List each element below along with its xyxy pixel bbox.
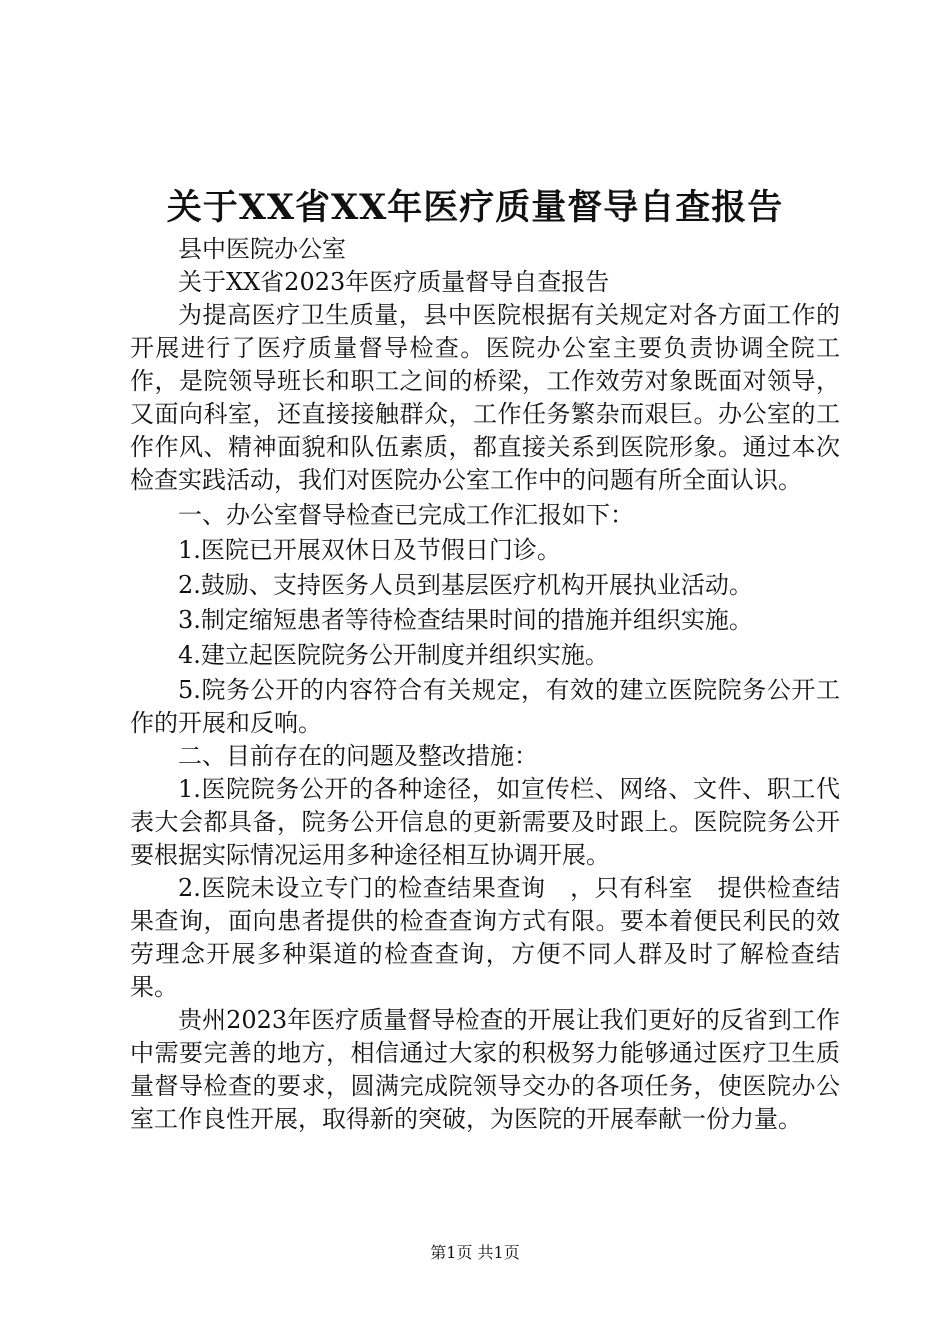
list-item-completed-4: 4.建立起医院院务公开制度并组织实施。 — [178, 641, 609, 669]
list-item-completed-1: 1.医院已开展双休日及节假日门诊。 — [178, 536, 561, 564]
paragraph-introduction: 为提高医疗卫生质量，县中医院根据有关规定对各方面工作的开展进行了医疗质量督导检查。医院办公室主要负责协调全院工作，是院领导班长和职工之间的桥梁，工作效劳对象既面对领导，又面向科室，还直接接触群众，工作任务繁杂而艰巨。办公室的工作作风、精神面貌和队伍素质，都直接关系到医院形象。通过本次检查实践活动，我们对医院办公室工作中的问题有所全面认识。 — [130, 301, 840, 494]
list-item-completed-5: 5.院务公开的内容符合有关规定，有效的建立医院院务公开工作的开展和反响。 — [130, 676, 840, 737]
list-item-completed-2: 2.鼓励、支持医务人员到基层医疗机构开展执业活动。 — [178, 571, 753, 599]
page-indicator: 第1页 共1页 — [430, 1243, 520, 1262]
document-title: 关于XX省XX年医疗质量督导自查报告 — [166, 187, 784, 228]
document-body — [130, 233, 840, 1136]
list-item-problem-1: 1.医院院务公开的各种途径，如宣传栏、网络、文件、职工代表大会都具备，院务公开信息的更新需要及时跟上。医院院务公开要根据实际情况运用多种途径相互协调开展。 — [130, 775, 840, 869]
list-item-completed-3: 3.制定缩短患者等待检查结果时间的措施并组织实施。 — [178, 606, 753, 634]
paragraph-subtitle: 关于XX省2023年医疗质量督导自查报告 — [178, 268, 610, 296]
list-item-problem-2: 2.医院未设立专门的检查结果查询 ，只有科室 提供检查结果查询，面向患者提供的检查查询方式有限。要本着便民利民的效劳理念开展多种渠道的检查查询，方便不同人群及时了解检查结果。 — [130, 874, 840, 1001]
section-heading-problems: 二、目前存在的问题及整改措施： — [178, 742, 538, 770]
paragraph-conclusion: 贵州2023年医疗质量督导检查的开展让我们更好的反省到工作中需要完善的地方，相信通过大家的积极努力能够通过医疗卫生质量督导检查的要求，圆满完成院领导交办的各项任务，使医院办公室工作良性开展，取得新的突破，为医院的开展奉献一份力量。 — [130, 1006, 840, 1133]
section-heading-completed-work: 一、办公室督导检查已完成工作汇报如下： — [178, 501, 634, 529]
paragraph-department: 县中医院办公室 — [178, 235, 346, 263]
